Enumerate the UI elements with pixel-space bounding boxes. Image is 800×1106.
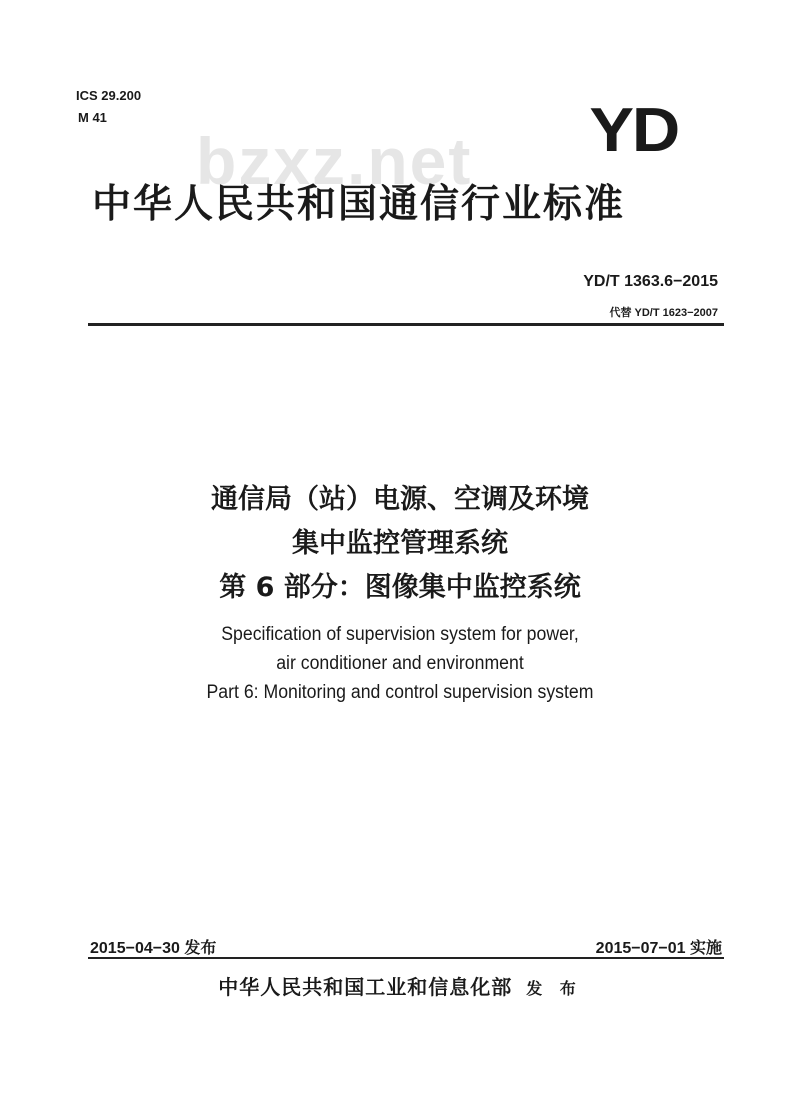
issuer-action: 发 布 xyxy=(526,979,582,998)
issuer xyxy=(0,971,800,1000)
ccs-code: M 41 xyxy=(78,110,107,125)
replaces-note: 代替 YD/T 1623−2007 xyxy=(609,307,718,319)
yd-logo: YD xyxy=(589,96,678,165)
ics-code: ICS 29.200 xyxy=(76,88,142,103)
top-divider xyxy=(88,323,724,326)
watermark: bzxz.net xyxy=(196,124,473,198)
implement-date: 2015−07−01 实施 xyxy=(595,940,722,957)
standard-code: YD/T 1363.6−2015 xyxy=(583,273,718,290)
title-en-line-1: Specification of supervision system for power, xyxy=(221,624,579,645)
title-en-line-2: air conditioner and environment xyxy=(276,653,524,674)
document-title-cn xyxy=(0,478,800,610)
bottom-divider xyxy=(88,957,724,959)
issuer-name: 中华人民共和国工业和信息化部 xyxy=(218,975,513,999)
document-title-en xyxy=(28,620,772,707)
title-en-line-3: Part 6: Monitoring and control supervision system xyxy=(206,682,594,703)
standard-title: 中华人民共和国通信行业标准 xyxy=(92,182,626,227)
title-cn-line-3: 第 6 部分：图像集中监控系统 xyxy=(219,572,581,603)
title-cn-line-2: 集中监控管理系统 xyxy=(292,528,508,559)
publish-date: 2015−04−30 发布 xyxy=(90,940,217,957)
title-cn-line-1: 通信局（站）电源、空调及环境 xyxy=(211,484,589,515)
